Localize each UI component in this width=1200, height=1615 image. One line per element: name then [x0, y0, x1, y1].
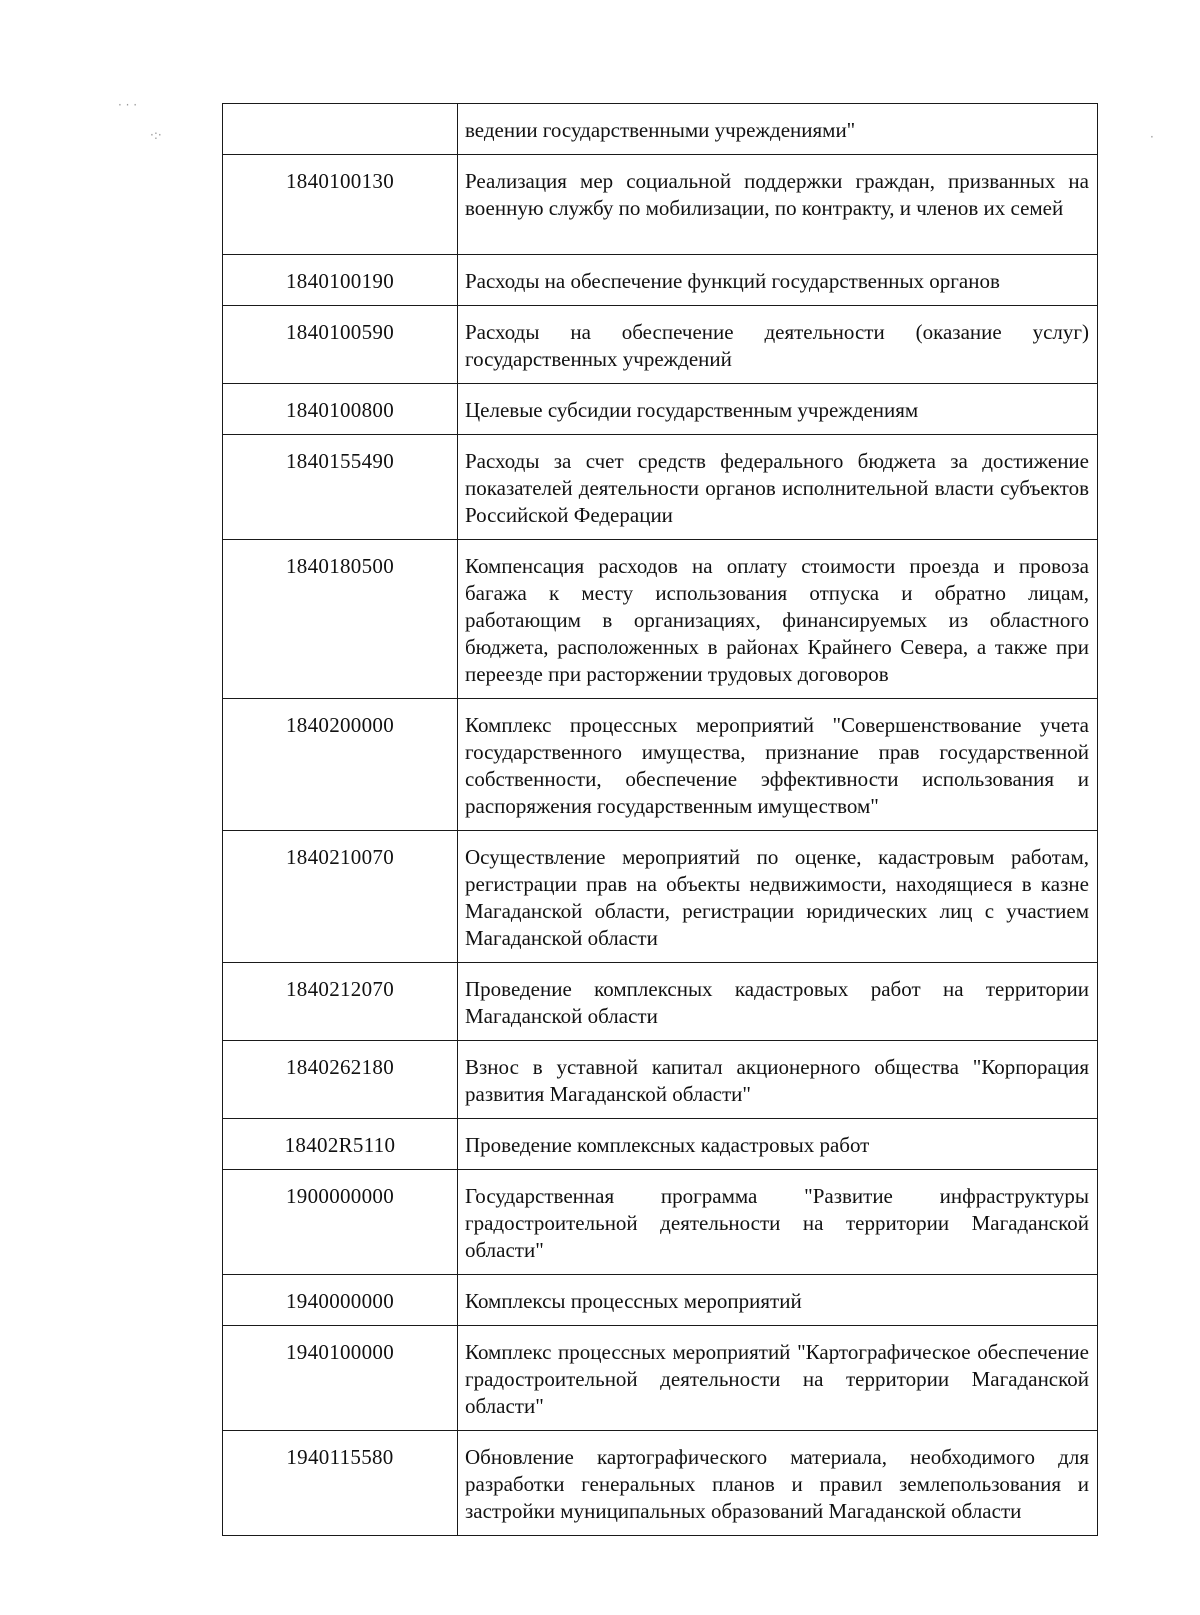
table-row	[223, 1119, 1098, 1170]
description-cell: Проведение комплексных кадастровых работ	[458, 1119, 1098, 1170]
table-row	[223, 1170, 1098, 1275]
description-cell: Обновление картографического материала, необходимого для разработки генеральных планов и правил землепользования и застройки муниципальных образований Магаданской области	[458, 1431, 1098, 1536]
table-row	[223, 831, 1098, 963]
description-cell: Расходы на обеспечение функций государственных органов	[458, 255, 1098, 306]
description-cell: Компенсация расходов на оплату стоимости проезда и провоза багажа к месту использования отпуска и обратно лицам, работающим в организациях, финансируемых из областного бюджета, расположенных в районах Крайнего Севера, а также при переезде при расторжении трудовых договоров	[458, 540, 1098, 699]
code-cell: 1900000000	[223, 1170, 458, 1275]
table-row	[223, 104, 1098, 155]
description-cell: Государственная программа "Развитие инфраструктуры градостроительной деятельности на территории Магаданской области"	[458, 1170, 1098, 1275]
budget-classification-table	[222, 103, 1098, 1536]
table-row	[223, 1326, 1098, 1431]
code-cell: 1840100800	[223, 384, 458, 435]
description-cell: Реализация мер социальной поддержки граждан, призванных на военную службу по мобилизации, по контракту, и членов их семей	[458, 155, 1098, 255]
code-cell: 1840100190	[223, 255, 458, 306]
code-cell: 1940100000	[223, 1326, 458, 1431]
code-cell: 1840100130	[223, 155, 458, 255]
table-row	[223, 1431, 1098, 1536]
code-cell: 1840262180	[223, 1041, 458, 1119]
code-cell: 1840210070	[223, 831, 458, 963]
description-cell: Осуществление мероприятий по оценке, кадастровым работам, регистрации прав на объекты недвижимости, находящиеся в казне Магаданской области, регистрации юридических лиц с участием Магаданской области	[458, 831, 1098, 963]
description-cell: Проведение комплексных кадастровых работ на территории Магаданской области	[458, 963, 1098, 1041]
description-cell: Расходы на обеспечение деятельности (оказание услуг) государственных учреждений	[458, 306, 1098, 384]
description-cell: Комплекс процессных мероприятий "Совершенствование учета государственного имущества, признание прав государственной собственности, обеспечение эффективности использования и распоряжения государственным имуществом"	[458, 699, 1098, 831]
code-cell: 1940115580	[223, 1431, 458, 1536]
scan-noise: ·:·	[150, 128, 162, 142]
description-cell: Комплексы процессных мероприятий	[458, 1275, 1098, 1326]
code-cell: 1840180500	[223, 540, 458, 699]
table-row	[223, 1041, 1098, 1119]
scan-noise: · · ·	[118, 98, 138, 112]
code-cell: 1840212070	[223, 963, 458, 1041]
description-cell: Взнос в уставной капитал акционерного общества "Корпорация развития Магаданской области"	[458, 1041, 1098, 1119]
table-row	[223, 306, 1098, 384]
description-cell: Расходы за счет средств федерального бюджета за достижение показателей деятельности органов исполнительной власти субъектов Российской Федерации	[458, 435, 1098, 540]
table-row	[223, 1275, 1098, 1326]
description-cell: Целевые субсидии государственным учреждениям	[458, 384, 1098, 435]
table-row	[223, 255, 1098, 306]
scan-noise: ·	[1150, 130, 1154, 144]
description-cell: Комплекс процессных мероприятий "Картографическое обеспечение градостроительной деятельности на территории Магаданской области"	[458, 1326, 1098, 1431]
code-cell: 1840155490	[223, 435, 458, 540]
table-row	[223, 384, 1098, 435]
code-cell	[223, 104, 458, 155]
table-row	[223, 699, 1098, 831]
table-row	[223, 963, 1098, 1041]
table-row	[223, 155, 1098, 255]
code-cell: 18402R5110	[223, 1119, 458, 1170]
code-cell: 1840100590	[223, 306, 458, 384]
description-cell: ведении государственными учреждениями"	[458, 104, 1098, 155]
table-row	[223, 540, 1098, 699]
code-cell: 1940000000	[223, 1275, 458, 1326]
table-row	[223, 435, 1098, 540]
code-cell: 1840200000	[223, 699, 458, 831]
